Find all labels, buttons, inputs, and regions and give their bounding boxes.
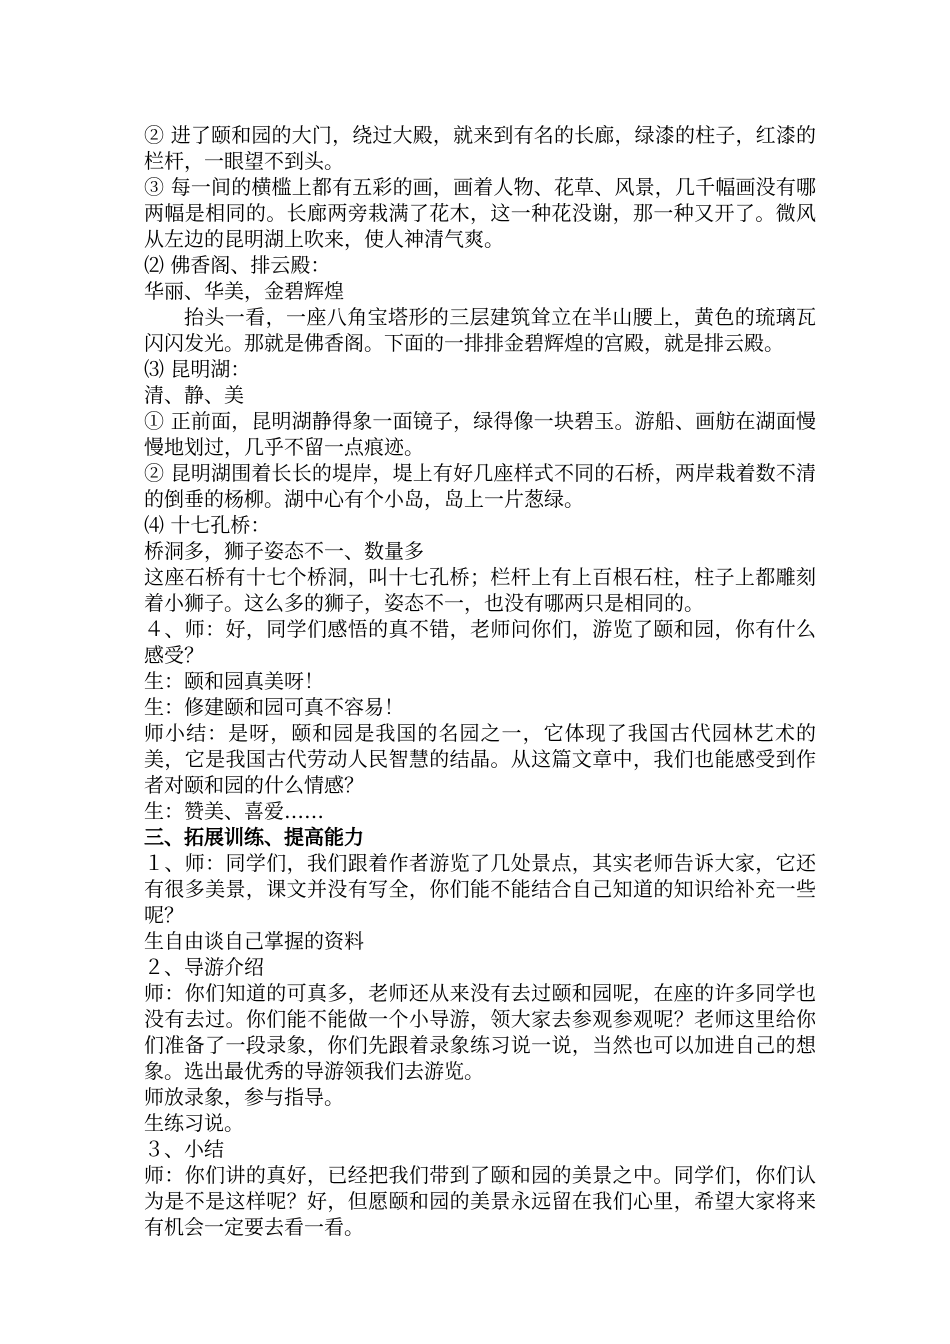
paragraph: ⑷ 十七孔桥： [144,513,271,537]
paragraph: 师：你们讲的真好，已经把我们带到了颐和园的美景之中。同学们，你们认为是不是这样呢？好，但愿颐和园的美景永远留在我们心里，希望大家将来有机会一定要去看一看。 [144,1163,816,1239]
paragraph: 生：颐和园真美呀！ [144,669,324,693]
paragraph: 师放录象，参与指导。 [144,1085,344,1109]
paragraph: 师小结：是呀，颐和园是我国的名园之一，它体现了我国古代园林艺术的美，它是我国古代劳动人民智慧的结晶。从这篇文章中，我们也能感受到作者对颐和园的什么情感？ [144,721,816,797]
paragraph: 华丽、华美，金碧辉煌 [144,279,344,303]
paragraph: 师：你们知道的可真多，老师还从来没有去过颐和园呢，在座的许多同学也没有去过。你们能不能做一个小导游，领大家去参观参观呢？老师这里给你们准备了一段录象，你们先跟着录象练习说一说，当然也可以加进自己的想象。选出最优秀的导游领我们去游览。 [144,981,816,1083]
paragraph: ⑵ 佛香阁、排云殿： [144,253,331,277]
paragraph: 这座石桥有十七个桥洞，叫十七孔桥；栏杆上有上百根石柱，柱子上都雕刻着小狮子。这么多的狮子，姿态不一，也没有哪两只是相同的。 [144,565,816,615]
paragraph: 清、静、美 [144,383,244,407]
paragraph: ② 进了颐和园的大门，绕过大殿，就来到有名的长廊，绿漆的柱子，红漆的栏杆，一眼望不到头。 [144,123,816,173]
paragraph: ① 正前面，昆明湖静得象一面镜子，绿得像一块碧玉。游船、画舫在湖面慢慢地划过，几乎不留一点痕迹。 [144,409,816,459]
paragraph: ４、师：好，同学们感悟的真不错，老师问你们，游览了颐和园，你有什么感受？ [144,617,816,667]
paragraph: ２、导游介绍 [144,955,264,979]
paragraph: １、师：同学们，我们跟着作者游览了几处景点，其实老师告诉大家，它还有很多美景，课文并没有写全，你们能不能结合自己知道的知识给补充一些呢？ [144,851,816,927]
paragraph: 桥洞多，狮子姿态不一、数量多 [144,539,424,563]
paragraph: 抬头一看，一座八角宝塔形的三层建筑耸立在半山腰上，黄色的琉璃瓦闪闪发光。那就是佛香阁。下面的一排排金碧辉煌的宫殿，就是排云殿。 [144,305,816,355]
paragraph: ３、小结 [144,1137,224,1161]
paragraph: ② 昆明湖围着长长的堤岸，堤上有好几座样式不同的石桥，两岸栽着数不清的倒垂的杨柳。湖中心有个小岛，岛上一片葱绿。 [144,461,816,511]
paragraph: 生自由谈自己掌握的资料 [144,929,364,953]
paragraph: ③ 每一间的横槛上都有五彩的画，画着人物、花草、风景，几千幅画没有哪两幅是相同的。长廊两旁栽满了花木，这一种花没谢，那一种又开了。微风从左边的昆明湖上吹来，使人神清气爽。 [144,175,816,251]
paragraph: 生：赞美、喜爱…… [144,799,324,823]
paragraph: 生练习说。 [144,1111,244,1135]
document-page [144,122,816,1240]
paragraph: 生：修建颐和园可真不容易！ [144,695,404,719]
section-heading: 三、拓展训练、提高能力 [144,825,364,849]
paragraph: ⑶ 昆明湖： [144,357,251,381]
